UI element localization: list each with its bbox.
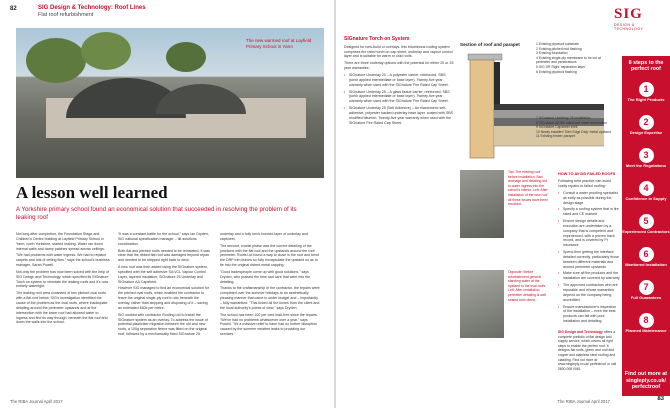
article-column-1 [16,232,110,327]
page-footer: The RIBA Journal April 2017 [10,399,63,404]
sig-logo [614,6,662,30]
list-item: • Spend time getting the interface detailed correctly, particularly those between different materials and around perimeter upstands [558,250,620,269]
diagram-key-item: 8 SIGnature AA fire rated cap sheet termination [536,120,608,125]
step-3 [622,148,670,169]
paragraph: underlay and a fully torch-bonded layer of underlay and capsheet. [220,232,308,241]
photo-caption-bottom: Opposite: Before refurbishment general standing water at the upstand to the oval roofs. Left: After installation perimeter detailing is well sealed and robust. [508,270,547,302]
list-item: • SIGnature Underlay 25 – A glass tissue carrier, reinforced, SBS (torch applied intermediate or base layer). Twenty-five year warranty when used with the SIGnature Fire Rated Cap Sheet. [344,90,454,105]
step-label: Meet the Regulations [625,163,667,168]
diagram-key-item: 11 Existing timber parapet [536,134,576,139]
step-label: Experienced Contractors [622,229,670,234]
photo-caption: The new warmed roof at Layfield Primary School in Yarm [246,38,312,49]
left-page [0,0,334,408]
step-number: 8 [639,313,654,328]
step-label: Monitored Installation [625,262,667,267]
step-number: 5 [639,214,654,229]
right-page [336,0,670,408]
headline: A lesson well learned [16,183,168,202]
paragraph: Not only the problem has now been solved with the help of SIG Design and Technology, which specified its SIGnature Torch on system to reinstate the leaking roofs and it's now entirely watertight. [16,269,110,289]
brand-blurb-text: offers a complete portfolio of flat design and supply service, which covers all right steps to enable the perfect roof. It designs flat roofs, green and roof and copper and stainless steel roofing and cladding. Find out more at www.singleply.co.uk/ perfectroof or call 0800 008 0061 [558,330,617,371]
brand-blurb-title: SIG Design and Technology [558,330,603,334]
header-subtitle: Flat roof refurbishment [38,12,94,18]
list-item: • Consult a water proofing specialist as early as possible during the design stage [558,191,620,206]
eight-steps-sidebar [622,56,670,396]
step-number: 7 [639,280,654,295]
before-photo [460,170,504,238]
underlay-options-list [344,73,454,125]
system-column [344,36,454,127]
paragraph: Not long after completion, the Foundation Stage and Children's Centre building at Layfield Primary School in Yarm, north Yorkshire, started leaking. Water ran down internal walls and damp patches spread across ceilings. [16,232,105,251]
page-footer: The RIBA Journal April 2017 [557,399,610,404]
step-label: The Right Products [627,97,665,102]
paragraph: Thanks to the craftsmanship of the contractor, the repairs were completed over the summer holidays to an aesthetically pleasing manner that came in under budget and – importantly – fully warrantied. "This ticked all the boxes from the client and the local authority's points of view," says Dryden. [220,286,320,310]
paragraph: The leaking roof area consisted of two pitched oval roofs with a flat roof below. SIG's investigation identified the cause of the problem as the oval roofs, where inadequate detailing around the perimeter upstands and at the intersection with the lower roof had allowed water to ingress and find its way through, beneath the flat roof and down the walls into the school. [16,291,108,325]
diagram-key-item: 2 Existing pitched mid flashing [536,46,582,51]
diagram-key-bottom [536,116,616,139]
diagram-key-item: 9 SIGnature Capsheet Welt [536,125,578,130]
step-label: Design Expertise [629,130,663,135]
list-item: • Specify a roofing system that is fire rated and CE marked [558,207,620,217]
step-5 [622,214,670,235]
tips-column [558,172,620,326]
article-column-3 [220,232,320,339]
tips-intro: Following best practice can avoid costly repairs to failed roofing: [558,179,611,188]
sidebar-footer: Find out more at singleply.co.uk/ perfectroof [624,371,668,390]
paragraph: There are three underlay options with the potential for either 20 or 25 year warranties: [344,61,454,71]
step-4 [622,181,670,202]
diagram-title: Section of roof and parapet [460,42,520,47]
list-item: • Ensure manufacturer's inspection of the installation – even the best products can fail with poor installation and detailing. [558,305,620,324]
diagram-key-top [536,42,616,74]
list-item: • SIGnature Underlay 20 – A polyester carrier, reinforced, SBS (torch applied intermediate or base layer). Twenty-five year warranty when used with the SIGnature Fire Rated Cap Sheet. [344,73,454,88]
paragraph: "We had problems with water ingress. We had to replace carpets and lots of ceiling tiles," says the school's business manager, Sarah Powell. [16,253,110,268]
paragraph: Designed for new-build or overlays, this bituminous roofing system comprises fire rated torch on cap sheet, underlay and vapour control layer and is suitable for warm or cold roofs. [344,44,453,59]
logo-subtitle: DESIGN & TECHNOLOGY [614,23,644,31]
step-8 [622,313,670,334]
step-label: Full Guarantees [630,295,662,300]
header-title: SIG Design & Technology: Roof Lines [38,5,146,11]
standfirst: A Yorkshire primary school found an economical solution that succeeded in resolving the problem of its leaking roof [16,206,297,222]
step-number: 3 [639,148,654,163]
list-item: • SIGnature Underlay 25 (Self Adhesive) – An elastomeric self-adhesive, polyester backed underlay base layer, coated with SBS modified bitumen. Twenty-five year warranty when used with the SIGnature Fire Rated Cap Sheet. [344,106,454,125]
list-item: • Ensure design details and execution are undertaken by a company that is competent and experienced, with a proven track record, and is covered by PI insurance [558,219,620,248]
tips-list [558,191,620,324]
step-2 [622,115,670,136]
paragraph: A new roof was then added using the SIGnature system, specified with the self adhesive SA VCL Vapour Control Layer, tapered insulation, SIGnature 25 Underlay and SIGnature AA Capsheet. [118,265,208,284]
after-photo [460,270,504,338]
diagram-key-item: 5 SIG DR Right 'separation layer' [536,64,586,69]
photo-caption-top: Top: The existing roof before installation. Bad drainage and detailing led to water ingress into the school's interior. Left: After installation of the new roof all these issues have been resolved. [508,170,548,207]
paragraph: The second, crucial phase was the correct detailing of the junctions with the flat roof and the upstands around the roof perimeter. Roofs Ltd found a way to close in the roof and bend the DRP trim leaves so fully encapsulate the upstand so as to tie into the original ribbed metal capping. [220,243,320,268]
step-6 [622,247,670,268]
step-7 [622,280,670,301]
logo-text: SIG [614,6,643,22]
diagram-key-item: 6 Existing plywood flashing [536,69,577,74]
step-number: 4 [639,181,654,196]
paragraph: SIG worked with contractor Roofing Ltd to install the SIGnature system as an overlay. To address the issue of potential plasticiser migration between the old and new roofs, a 100g separation fleece was fitted on the original roof, followed by a mechanically fixed SIGnature 25 [118,312,208,337]
article-column-2 [118,232,212,339]
brand-blurb [558,330,618,371]
list-item: • The approved contractors who are reputable and whose warranties depend on the company being accredited [558,283,620,302]
paragraph: The school has been 100 per cent leak-free since the repairs. "We've had no problems whatsoever over a year," says Powell. "It's a massive relief to have had no further disruption caused by the summer weather leaks to providing our services." [220,312,318,337]
step-number: 6 [639,247,654,262]
step-label: Planned Maintenance [625,328,667,333]
diagram-key-item: 1 Existing plywood substrate [536,42,579,46]
paragraph: "Good tradespeople come up with good solutions," says Dryden, who praised the time and care that went into the detailing. [220,269,311,284]
diagram-key-item: 3 Existing foundation [536,51,568,56]
step-1 [622,82,670,103]
tips-title: HOW TO AVOID FAILED ROOFS [558,172,616,176]
diagram-key-item: 4 Existing single-ply membrane to be cut at perimeter and penetrations [536,55,601,65]
step-number: 1 [639,82,654,97]
paragraph: However SIG managed to find an economical solution for the pitched oval roofs, which enabled the contractor to leave the original single-ply roof in situ beneath the overlay, rather than stripping and disposing of it – saving an estimated £60k per metre. [118,286,209,310]
system-title: SIGnature Torch on System [344,36,410,42]
diagram-key-item: 7 SIGnature Underlay 25 installation [536,116,591,120]
school-roof-photo [16,28,324,178]
sidebar-title: 8 steps to the perfect roof [628,60,664,73]
step-label: Confidence in Supply [625,196,667,201]
paragraph: Both flat and pitched roofs needed to be reinstated. It was clear that the ribbed flat roof was damaged beyond repair and needed to be stripped right back to deck. [118,248,210,263]
step-number: 2 [639,115,654,130]
list-item: • Make sure all the products and the installation are covered by warranty [558,271,620,281]
page-number: 82 [10,6,17,12]
page-number: 83 [657,396,664,402]
paragraph: "It was a constant battle for the school," says Ian Dryden, SIG national specification manager – tilt solutions coordination. [118,232,209,246]
diagram-key-item: 10 Newly installed 'Slim Edge Daly' metal upstand [536,129,611,134]
